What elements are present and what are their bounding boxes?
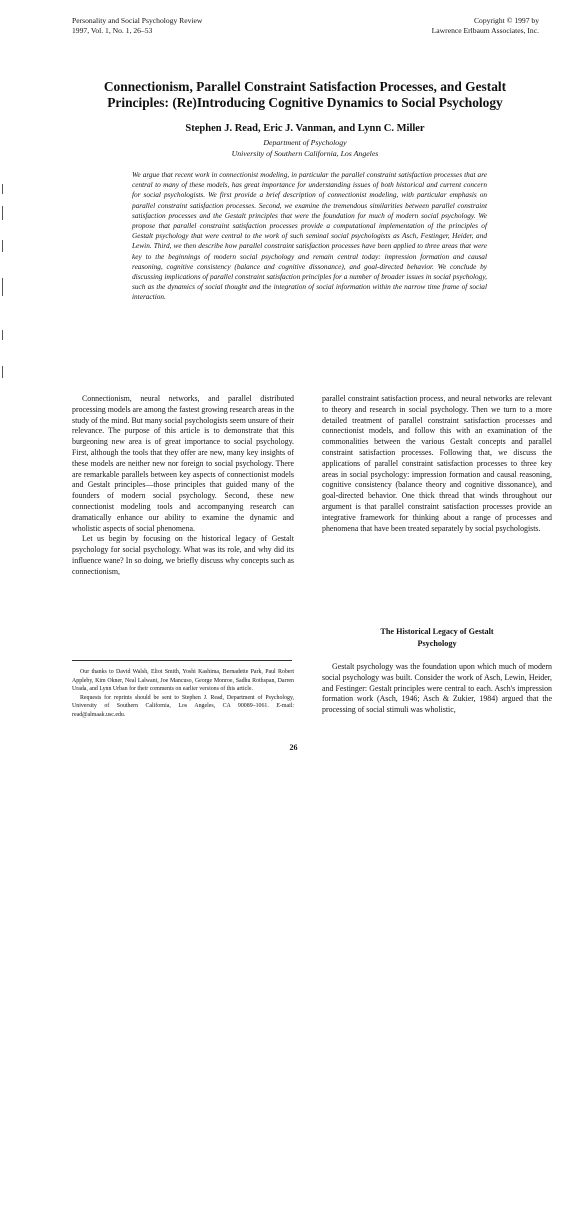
body-paragraph: parallel constraint satisfaction process, and neural networks are relevant to theory and research in social psychology. Then we turn to a more detailed treatment of parallel constraint satisfaction processes and connectionist models, and follow this with an examination of the commonalities between the various Gestalt concepts and parallel constraint satisfaction processes. Following that, we discuss the applications of parallel constraint satisfaction processes to three key areas in social psychology: impression formation and causal reasoning, cognitive consistency (balance theory and cognitive dissonance), and goal-directed behavior. One thick thread that winds throughout our argument is that parallel constraint satisfaction processes provide an integrative framework for thinking about a range of processes and phenomena that have been treated separately by social psychologists. [322,394,552,533]
article-title [60,79,550,111]
author-department: Department of Psychology [263,138,347,147]
body-paragraph: Connectionism, neural networks, and parallel distributed processing models are among the fastest growing research areas in the study of the mind. But many social psychologists seem unsure of their relevance. The purpose of this article is to demonstrate that this burgeoning new area is of great importance to social psychology. First, although the tools that they offer are new, many key insights of these models are neither new nor foreign to social psychology. There are remarkable parallels between key aspects of connectionist models and Gestalt principles—those principles that guided many of the founders of modern social psychology. Second, these new connectionist modeling tools and accompanying research can dramatically enhance our ability to examine the dynamic and wholistic aspects of social phenomena. [72,394,294,533]
section-heading-line-1: The Historical Legacy of Gestalt [380,627,494,636]
left-column [72,394,294,578]
author-university: University of Southern California, Los Angeles [231,149,379,158]
page-number: 26 [289,743,298,752]
right-column [322,394,552,534]
title-line-2: Principles: (Re)Introducing Cognitive Dynamics to Social Psychology [107,95,503,110]
journal-name: Personality and Social Psychology Review [72,16,203,25]
right-column-section [322,662,552,716]
footnotes [72,668,294,720]
section-heading [322,626,552,650]
journal-citation [72,16,202,36]
reprint-requests-footnote: Requests for reprints should be sent to Stephen J. Read, Department of Psychology, University of Southern California, Los Angeles, CA 90089–1061. E-mail: read@almaak.usc.edu. [72,694,294,718]
publisher: Lawrence Erlbaum Associates, Inc. [431,26,539,35]
body-paragraph: Let us begin by focusing on the historical legacy of Gestalt psychology for social psychology. What was its role, and why did its influence wane? In so doing, we briefly discuss why concepts such as connectionism, [72,534,294,576]
section-heading-line-2: Psychology [417,639,457,648]
footnote-divider [72,660,292,661]
author-list: Stephen J. Read, Eric J. Vanman, and Lynn C. Miller [185,123,425,134]
scan-margin-marks [0,180,6,380]
journal-volume: 1997, Vol. 1, No. 1, 26–53 [72,26,153,35]
body-paragraph: Gestalt psychology was the foundation upon which much of modern social psychology was built. Consider the work of Asch, Lewin, Heider, and Festinger: Gestalt principles were central to each. Asch's impression formation work (Asch, 1946; Asch & Zukier, 1984) argued that the processing of social stimuli was wholistic, [322,662,552,715]
copyright-notice [432,16,539,36]
copyright-year: Copyright © 1997 by [473,16,539,25]
abstract: We argue that recent work in connectionist modeling, in particular the parallel constraint satisfaction processes that are central to many of these models, has great importance for understanding issues of both historical and current concern for social psychologists. We first provide a brief description of connectionist modeling, with particular emphasis on parallel constraint satisfaction processes. Second, we examine the tremendous similarities between parallel constraint satisfaction processes and the Gestalt principles that were the foundation for much of modern social psychology. We propose that parallel constraint satisfaction processes provide a computational implementation of the principles of Gestalt psychology that were central to the work of such seminal social psychologists as Asch, Festinger, Heider, and Lewin. Third, we then describe how parallel constraint satisfaction processes have been applied to three areas that were key to the beginnings of modern social psychology and remain central today: impression formation and causal reasoning, cognitive consistency (balance and cognitive dissonance), and goal-directed behavior. We conclude by discussing implications of parallel constraint satisfaction principles for a number of broader issues in social psychology, such as the dynamics of social thought and the integration of social information within the narrow time frame of social interaction. [132,170,487,302]
title-line-1: Connectionism, Parallel Constraint Satisfaction Processes, and Gestalt [103,79,507,94]
acknowledgements-footnote: Our thanks to David Walsh, Eliot Smith, Yoshi Kashima, Bernadette Park, Paul Robert Appleby, Kim Okner, Neal Lalwani, Joe Mancuso, George Monroe, Sadhu Rothspan, Darren Urada, and Lynn Urban for their comments on earlier versions of this article. [72,669,294,693]
